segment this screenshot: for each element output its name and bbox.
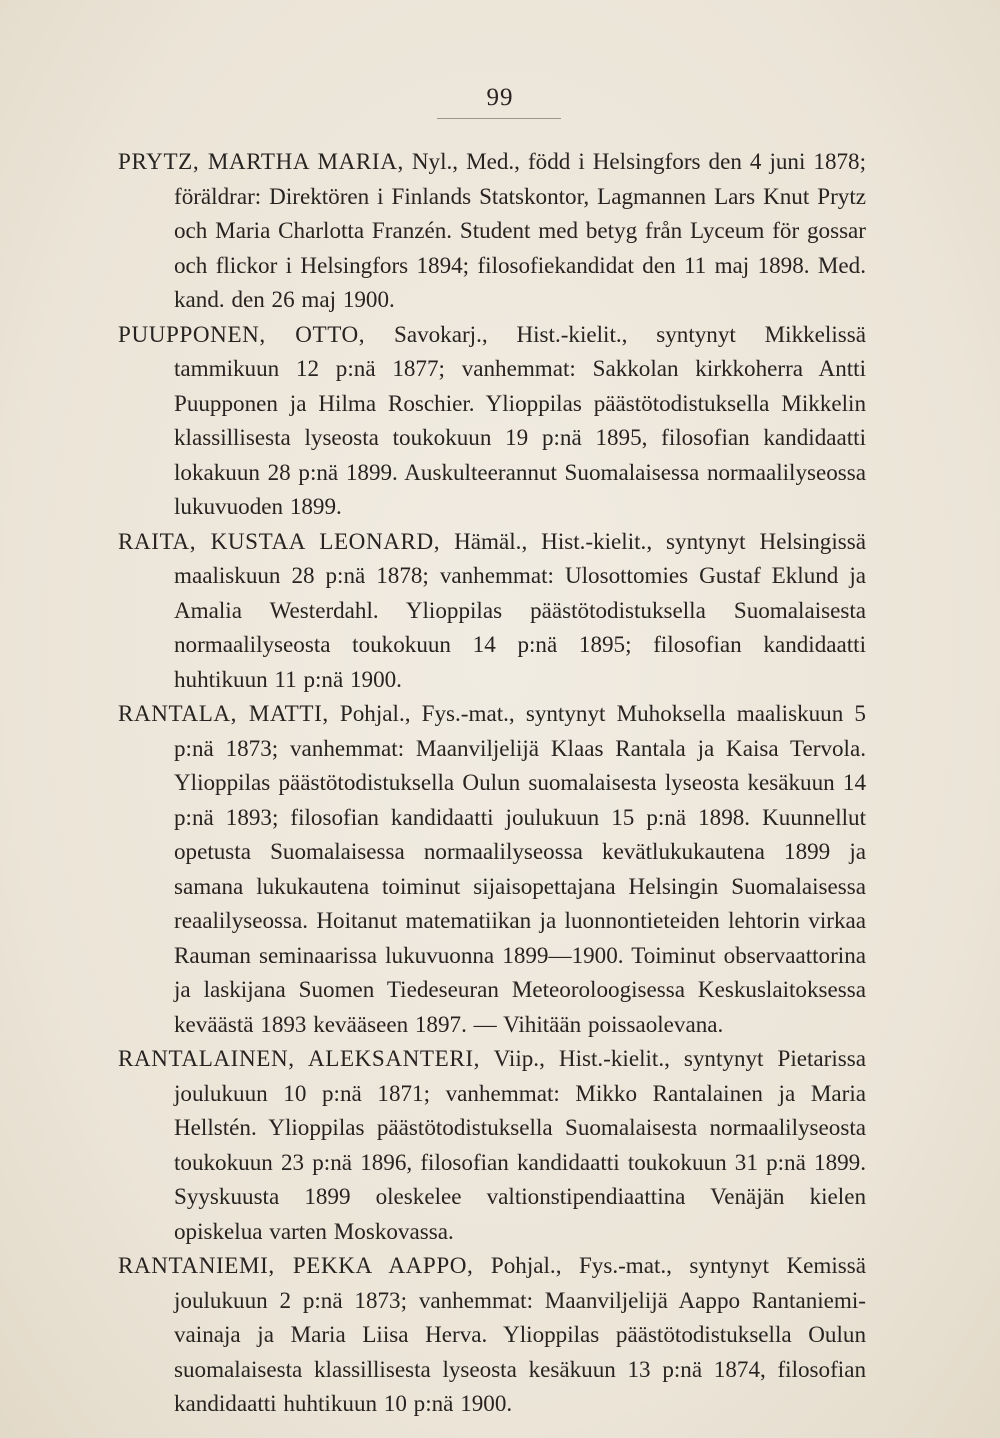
entry-text: Viip., Hist.-kielit., syntynyt Pietarissa joulukuun 10 p:nä 1871; vanhemmat: Mikko Rantalainen ja Maria Hellstén. Ylioppilas päästötodistuksella Suomalaisesta normaalilyseosta toukokuun 23 p:nä 1896, filosofian kandidaatti toukokuun 31 p:nä 1899. Syyskuusta 1899 oleskelee valtionstipendiaattina Venäjän kielen opiskelua varten Moskovassa. (174, 1045, 866, 1244)
entry-text: Savokarj., Hist.-kielit., syntynyt Mikkelissä tammikuun 12 p:nä 1877; vanhemmat: Sakkolan kirkkoherra Antti Puupponen ja Hilma Roschier. Ylioppilas päästötodistuksella Mikkelin klassillisesta lyseosta toukokuun 19 p:nä 1895, filosofian kandidaatti lokakuun 28 p:nä 1899. Auskulteerannut Suomalaisessa normaalilyseossa lukuvuoden 1899. (174, 320, 866, 519)
biographical-entries (118, 144, 866, 1421)
entry-text: Nyl., Med., född i Helsingfors den 4 juni 1878; föräldrar: Direktören i Finlands Statskontor, Lagmannen Lars Knut Prytz och Maria Charlotta Franzén. Student med betyg från Lyceum för gossar och flickor i Helsingfors 1894; filosofiekandidat den 11 maj 1898. Med. kand. den 26 maj 1900. (174, 148, 866, 312)
entry-rantalainen (118, 1041, 866, 1248)
page-number-rule (437, 118, 561, 119)
entry-text: Hämäl., Hist.-kielit., syntynyt Helsingissä maaliskuun 28 p:nä 1878; vanhemmat: Ulosottomies Gustaf Eklund ja Amalia Westerdahl. Ylioppilas päästötodistuksella Suomalaisesta normaalilyseosta toukokuun 14 p:nä 1895; filosofian kandidaatti huhtikuun 11 p:nä 1900. (174, 527, 866, 692)
entry-name: PUUPPONEN, OTTO, (118, 320, 366, 347)
entry-rantala (118, 696, 866, 1041)
entry-name: RANTANIEMI, PEKKA AAPPO, (118, 1252, 474, 1278)
page-number: 99 (486, 84, 514, 111)
entry-text: Pohjal., Fys.-mat., syntynyt Kemissä joulukuun 2 p:nä 1873; vanhemmat: Maanviljelijä Aappo Rantaniemi-vainaja ja Maria Liisa Herva. Ylioppilas päästötodistuksella Oulun suomalaisesta klassillisesta lyseosta kesäkuun 13 p:nä 1874, filosofian kandidaatti huhtikuun 10 p:nä 1900. (174, 1252, 866, 1416)
entry-prytz (118, 144, 866, 317)
entry-name: PRYTZ, MARTHA MARIA, (118, 148, 404, 174)
entry-rantaniemi (118, 1248, 866, 1421)
entry-raita (118, 524, 866, 697)
entry-name: RANTALA, MATTI, (118, 700, 329, 726)
entry-name: RAITA, KUSTAA LEONARD, (118, 527, 441, 554)
entry-puupponen (118, 317, 866, 524)
entry-text: Pohjal., Fys.-mat., syntynyt Muhoksella maaliskuun 5 p:nä 1873; vanhemmat: Maanviljelijä Klaas Rantala ja Kaisa Tervola. Ylioppilas päästötodistuksella Oulun suomalaisesta lyseosta kesäkuun 14 p:nä 1893; filosofian kandidaatti joulukuun 15 p:nä 1898. Kuunnellut opetusta Suomalaisessa normaalilyseossa kevätlukukautena 1899 ja samana lukukautena toiminut sijaisopettajana Helsingin Suomalaisessa reaalilyseossa. Hoitanut matematiikan ja luonnontieteiden lehtorin virkaa Rauman seminaarissa lukuvuonna 1899—1900. Toiminut observaattorina ja laskijana Suomen Tiedeseuran Meteoroloogisessa Keskuslaitoksessa keväästä 1893 kevääseen 1897. — Vihitään poissaolevana. (174, 700, 866, 1037)
entry-name: RANTALAINEN, ALEKSANTERI, (118, 1045, 481, 1071)
